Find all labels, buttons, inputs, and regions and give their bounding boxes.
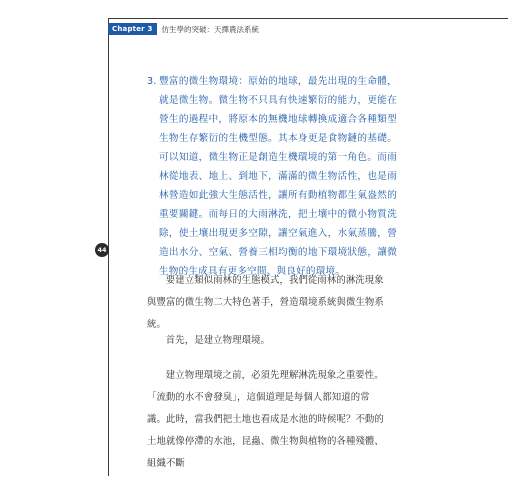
body-paragraph-3: [147, 365, 387, 475]
body-paragraph-2: 首先，是建立物理環境。: [165, 335, 271, 346]
list-item-number: 3.: [147, 76, 157, 87]
list-item-text: 豐富的微生物環境：原始的地球，最先出現的生命體，就是微生物。微生物不只具有快速繁衍的能力，更能在營生的過程中，將原本的無機地球轉換成適合各種類型生物生存繁衍的生機型態。其本身更是食物鏈的基礎。可以知道，微生物正是創造生機環境的第一角色。而雨林從地表、地上、到地下，滿滿的微生物活性，也是雨林營造如此強大生態活性，讓所有動植物都生氣盎然的重要關鍵。而每日的大雨淋洗，把土壤中的微小物質洗除，使土壤出現更多空隙，讓空氣進入，水氣蒸騰，營造出水分、空氣、營養三相均衡的地下環境狀態，讓微生物的生成具有更多空間、與良好的環境。: [159, 76, 397, 277]
body-paragraph-1: 要建立類似雨林的生態模式，我們從雨林的淋洗現象與豐富的微生物二大特色著手，營造環境系統與微生物系統。: [147, 275, 384, 330]
chapter-badge: Chapter 3: [108, 23, 157, 35]
page-number-badge: 44: [95, 243, 109, 257]
body-paragraph-3-line-1: 建立物理環境之前，必須先理解淋洗現象之重要性。: [165, 370, 384, 381]
body-paragraph-3-continued: 「流動的水不會發臭」，這個道理是每個人都知道的常識。此時，當我們把土地也看成是水池的時候呢？不動的土地就像停滯的水池，昆蟲、微生物與植物的各種殘體、組織不斷: [147, 392, 384, 469]
highlight-list-item: [147, 72, 397, 281]
running-header: [108, 22, 259, 36]
chapter-title: 仿生學的突破：天擇農法系統: [161, 24, 260, 34]
